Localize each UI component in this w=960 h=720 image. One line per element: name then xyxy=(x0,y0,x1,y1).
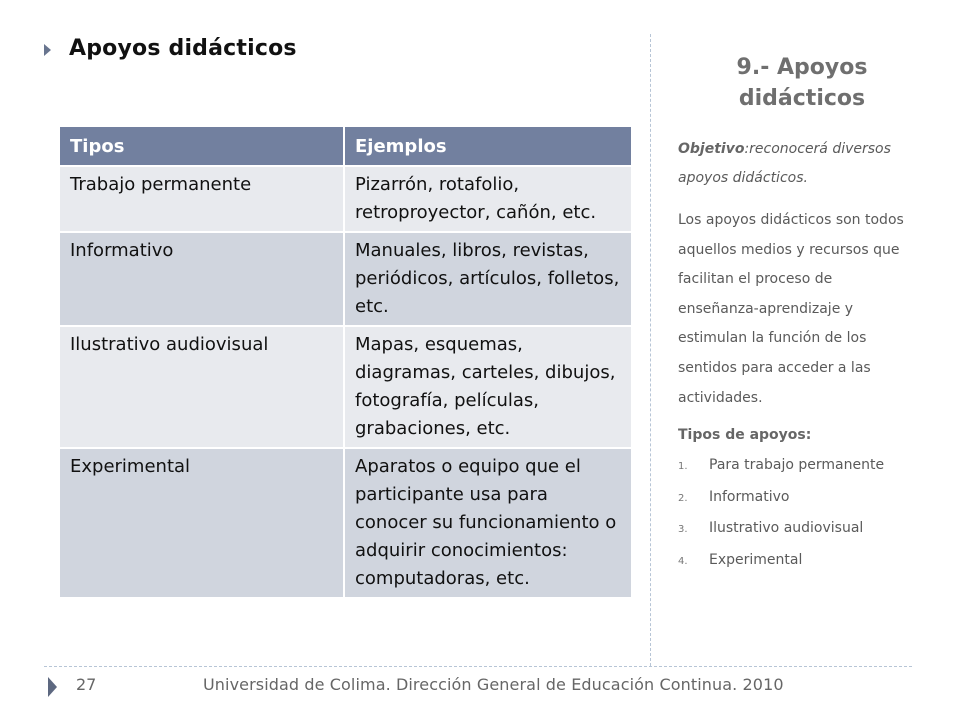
objective xyxy=(678,135,910,193)
table-header-row xyxy=(60,127,631,166)
description-paragraph: Los apoyos didácticos son todos aquellos medios y recursos que facilitan el proceso de enseñanza-aprendizaje y estimulan la función de los sentidos para acceder a las actividades. xyxy=(678,212,904,406)
side-title: 9.- Apoyos didácticos xyxy=(736,55,868,111)
cell-ejemplos: Manuales, libros, revistas, periódicos, artículos, folletos, etc. xyxy=(344,232,631,326)
cell-ejemplos: Pizarrón, rotafolio, retroproyector, cañón, etc. xyxy=(344,166,631,232)
cell-tipo: Informativo xyxy=(60,232,344,326)
types-heading: Tipos de apoyos: xyxy=(678,427,812,444)
main-heading xyxy=(44,36,297,61)
main-heading-text: Apoyos didácticos xyxy=(69,36,297,61)
list-number: 4. xyxy=(678,555,688,567)
list-item xyxy=(678,457,910,489)
header-ejemplos: Ejemplos xyxy=(344,127,631,166)
objective-text: :reconocerá diversos apoyos didácticos. xyxy=(678,141,891,186)
list-item xyxy=(678,552,910,584)
table-row xyxy=(60,448,631,598)
list-number: 3. xyxy=(678,524,688,536)
cell-ejemplos: Aparatos o equipo que el participante usa para conocer su funcionamiento o adquirir conocimientos: computadoras, etc. xyxy=(344,448,631,598)
footer-arrow-icon xyxy=(48,677,57,697)
list-label: Informativo xyxy=(709,488,790,505)
list-item xyxy=(678,489,910,521)
apoyos-table xyxy=(60,127,631,599)
vertical-divider xyxy=(650,34,651,666)
list-number: 2. xyxy=(678,492,688,504)
cell-tipo: Experimental xyxy=(60,448,344,598)
objective-label: Objetivo xyxy=(678,141,745,157)
horizontal-divider xyxy=(44,666,912,667)
page-number: 27 xyxy=(76,675,97,694)
footer-text: Universidad de Colima. Dirección General de Educación Continua. 2010 xyxy=(203,675,784,694)
cell-tipo: Ilustrativo audiovisual xyxy=(60,326,344,448)
types-list xyxy=(678,457,910,583)
bullet-arrow-icon xyxy=(44,44,51,56)
list-item xyxy=(678,520,910,552)
list-number: 1. xyxy=(678,461,688,473)
list-label: Experimental xyxy=(709,551,803,568)
side-panel xyxy=(678,135,910,583)
cell-tipo: Trabajo permanente xyxy=(60,166,344,232)
table-row xyxy=(60,166,631,232)
list-label: Ilustrativo audiovisual xyxy=(709,520,864,537)
list-label: Para trabajo permanente xyxy=(709,457,885,474)
header-tipos: Tipos xyxy=(60,127,344,166)
table-row xyxy=(60,232,631,326)
cell-ejemplos: Mapas, esquemas, diagramas, carteles, dibujos, fotografía, películas, grabaciones, etc. xyxy=(344,326,631,448)
table-row xyxy=(60,326,631,448)
